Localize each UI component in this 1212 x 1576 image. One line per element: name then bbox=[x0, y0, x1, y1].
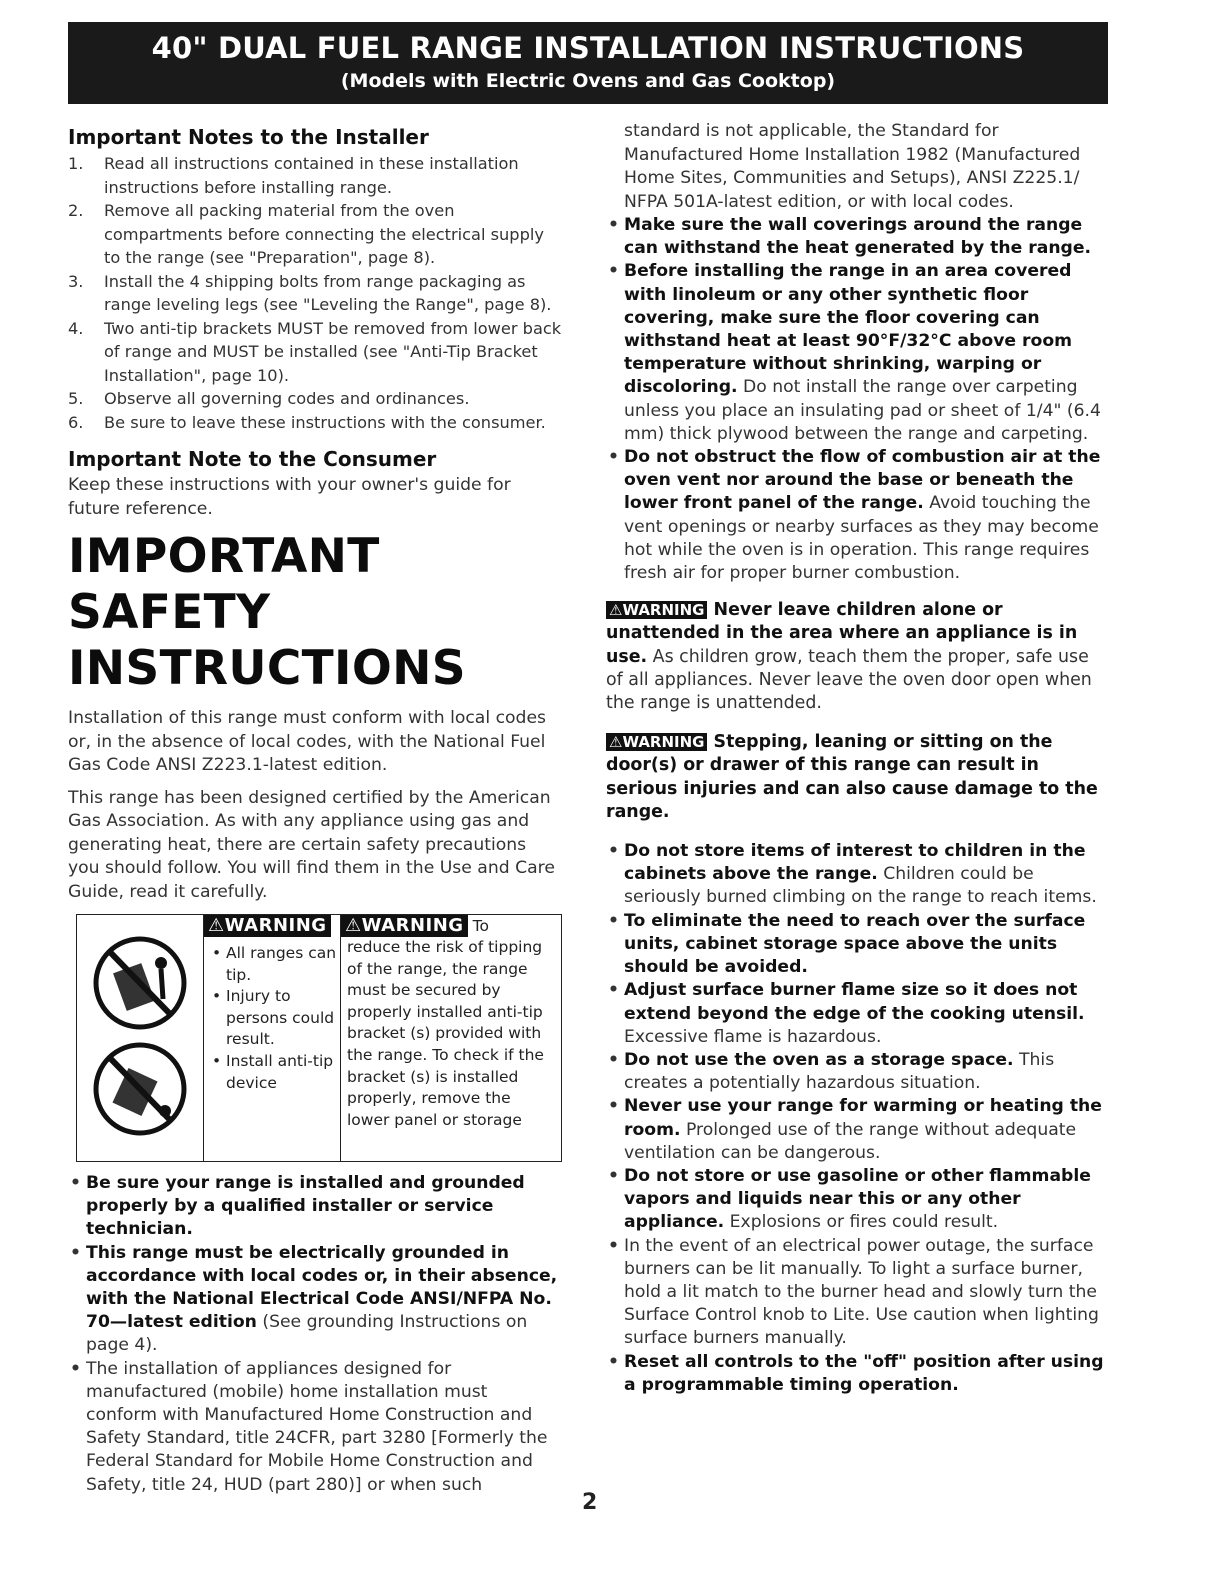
left-column bbox=[68, 120, 563, 1497]
list-item bbox=[606, 260, 1106, 446]
list-item bbox=[68, 270, 563, 317]
bullet-text: This creates a potentially hazardous situation. bbox=[624, 1049, 1055, 1094]
left-bullet-list bbox=[68, 1172, 563, 1497]
bullet-bold: Be sure your range is installed and grounded properly by a qualified installer or service technician. bbox=[86, 1173, 525, 1240]
item-number: 5. bbox=[68, 389, 84, 408]
list-item: • Install anti-tip device bbox=[204, 1051, 340, 1094]
bullet-bold: Do not store items of interest to children in the cabinets above the range. bbox=[624, 841, 1086, 885]
bullet-bold: Reset all controls to the "off" position after using a programmable timing operation. bbox=[624, 1351, 1104, 1395]
bullet-bold: Adjust surface burner flame size so it does not extend beyond the edge of the cooking utensil. bbox=[624, 980, 1085, 1024]
warning-right-panel bbox=[341, 915, 561, 1161]
right-bullet-list-1 bbox=[606, 214, 1106, 585]
item-text: Read all instructions contained in these installation instructions before installing range. bbox=[104, 154, 519, 197]
list-item bbox=[68, 1358, 563, 1497]
bullet-text: Prolonged use of the range without adequate ventilation can be dangerous. bbox=[624, 1119, 1077, 1163]
list-item bbox=[606, 214, 1106, 260]
list-item: • All ranges can tip. bbox=[204, 943, 340, 986]
item-number: 6. bbox=[68, 412, 84, 432]
list-item bbox=[606, 910, 1106, 980]
warning-icons-panel bbox=[77, 915, 204, 1161]
bullet-text: Do not install the range over carpeting unless you place an insulating pad or sheet of 1/4" (6.4 mm) thick plywood between the range and carpeting. bbox=[624, 377, 1101, 444]
item-text: Remove all packing material from the oven compartments before connecting the electrical supply to the range (see "Preparation", page 8). bbox=[104, 201, 544, 267]
list-item bbox=[68, 199, 563, 270]
bullet-bold: Do not use the oven as a storage space. bbox=[624, 1049, 1014, 1070]
bullet-text: Avoid touching the vent openings or nearby surfaces as they may become hot while the oven is in operation. This range requires fresh air for proper burner combustion. bbox=[624, 493, 1099, 584]
list-item bbox=[606, 840, 1106, 910]
list-item bbox=[68, 317, 563, 388]
page-subtitle: (Models with Electric Ovens and Gas Cooktop) bbox=[340, 70, 836, 92]
bullet-text: The installation of appliances designed for manufactured (mobile) home installation must conform with Manufactured Home Construction and Safety Standard, title 24CFR, part 3280 [Formerly the Federal Standard for Mobile Home Construction and Safety, title 24, HUD (part 280)] or when such bbox=[86, 1358, 548, 1495]
bullet-bold: Never use your range for warming or heating the room. bbox=[624, 1096, 1102, 1140]
consumer-note: Keep these instructions with your owner's guide for future reference. bbox=[68, 475, 511, 519]
item-text: Be sure to leave these instructions with the consumer. bbox=[104, 412, 546, 432]
no-tipping-icon bbox=[77, 915, 203, 1161]
tip-warning-list bbox=[204, 943, 340, 1094]
item-number: 2. bbox=[68, 201, 84, 220]
bullet-bold: Before installing the range in an area covered with linoleum or any other synthetic floor covering, make sure the floor covering can withstand heat at least 90°F/32°C above room temperature without shrinking, warping or discoloring. bbox=[624, 261, 1073, 398]
bullet-text: Children could be seriously burned climbing on the range to reach items. bbox=[624, 864, 1097, 908]
warning-badge: ⚠WARNING bbox=[341, 915, 468, 937]
installer-heading: Important Notes to the Installer bbox=[68, 125, 429, 149]
right-column bbox=[606, 120, 1106, 1397]
list-item: • Injury to persons could result. bbox=[204, 986, 340, 1051]
list-item bbox=[606, 1095, 1106, 1165]
list-item bbox=[606, 979, 1106, 1049]
item-number: 4. bbox=[68, 318, 84, 338]
list-item bbox=[606, 1235, 1106, 1351]
bullet-text: Explosions or fires could result. bbox=[724, 1212, 999, 1233]
item-number: 1. bbox=[68, 154, 84, 173]
bullet-text: (See grounding Instructions on page 4). bbox=[86, 1312, 528, 1356]
list-item bbox=[68, 1172, 563, 1242]
item-text: Two anti-tip brackets MUST be removed from lower back of range and MUST be installed (see "Anti-Tip Bracket Installation", page 10). bbox=[104, 318, 562, 385]
warning-stepping bbox=[606, 731, 1106, 824]
item-number: 3. bbox=[68, 271, 84, 291]
item-text: Observe all governing codes and ordinances. bbox=[104, 389, 470, 408]
header-banner bbox=[68, 22, 1108, 104]
list-item bbox=[68, 1242, 563, 1358]
list-item bbox=[606, 1049, 1106, 1095]
warning-badge: ⚠WARNING bbox=[606, 733, 707, 751]
warning-children bbox=[606, 599, 1106, 715]
bullet-bold: Do not store or use gasoline or other flammable vapors and liquids near this or any other appliance. bbox=[624, 1165, 1091, 1233]
warning-middle-panel bbox=[204, 915, 341, 1161]
bullet-bold: Make sure the wall coverings around the range can withstand the heat generated by the range. bbox=[624, 215, 1092, 259]
warning-bold: Never leave children alone or unattended in the area where an appliance is in use. bbox=[606, 600, 1078, 667]
page-number: 2 bbox=[582, 1490, 598, 1515]
warning-badge: ⚠WARNING bbox=[204, 915, 331, 937]
bullet-bold: Do not obstruct the flow of combustion air at the oven vent nor around the base or beneath the lower front panel of the range. bbox=[624, 447, 1101, 514]
installer-notes-list bbox=[68, 152, 563, 434]
bullet-bold: This range must be electrically grounded in accordance with local codes or, in their absence, with the National Electrical Code ANSI/NFPA No. 70—latest edition bbox=[86, 1242, 558, 1333]
item-text: Install the 4 shipping bolts from range packaging as range leveling legs (see "Leveling the Range", page 8). bbox=[104, 271, 552, 314]
bullet-text: In the event of an electrical power outage, the surface burners can be lit manually. To light a surface burner, hold a lit match to the burner head and slowly turn the Surface Control knob to Lite. Use caution when lighting surface burners manually. bbox=[624, 1235, 1099, 1349]
page-title: 40" DUAL FUEL RANGE INSTALLATION INSTRUCTIONS bbox=[151, 31, 1025, 65]
tip-over-warning-box bbox=[76, 914, 562, 1162]
list-item bbox=[68, 152, 563, 199]
anti-tip-text: reduce the risk of tipping of the range, the range must be secured by properly installed anti-tip bracket (s) provided with the range. To check if the bracket (s) is installed properly, remove the lower panel or storage bbox=[347, 938, 544, 1129]
list-item bbox=[606, 1165, 1106, 1235]
list-item bbox=[68, 387, 563, 411]
right-bullet-list-2 bbox=[606, 840, 1106, 1397]
safety-title: IMPORTANT SAFETY INSTRUCTIONS bbox=[68, 529, 466, 696]
list-item bbox=[606, 446, 1106, 585]
right-intro-text: standard is not applicable, the Standard for Manufactured Home Installation 1982 (Manufactured Home Sites, Communities and Setups), ANSI Z225.1/ NFPA 501A-latest edition, or with local codes. bbox=[624, 121, 1081, 212]
list-item bbox=[68, 411, 563, 435]
bullet-text: Excessive flame is hazardous. bbox=[624, 1026, 882, 1047]
warning-lead: To bbox=[472, 917, 489, 935]
warning-text: As children grow, teach them the proper, safe use of all appliances. Never leave the oven door open when the range is unattended. bbox=[606, 646, 1092, 714]
safety-paragraph-2: This range has been designed certified by the American Gas Association. As with any appliance using gas and generating heat, there are certain safety precautions you should follow. You will find them in the Use and Care Guide, read it carefully. bbox=[68, 787, 555, 902]
consumer-heading: Important Note to the Consumer bbox=[68, 447, 437, 471]
safety-paragraph-1: Installation of this range must conform with local codes or, in the absence of local codes, with the National Fuel Gas Code ANSI Z223.1-latest edition. bbox=[68, 708, 546, 775]
list-item bbox=[606, 1351, 1106, 1397]
bullet-bold: To eliminate the need to reach over the surface units, cabinet storage space above the units should be avoided. bbox=[624, 910, 1086, 978]
warning-bold: Stepping, leaning or sitting on the door(s) or drawer of this range can result in serious injuries and can also cause damage to the range. bbox=[606, 732, 1098, 822]
warning-badge: ⚠WARNING bbox=[606, 601, 707, 619]
